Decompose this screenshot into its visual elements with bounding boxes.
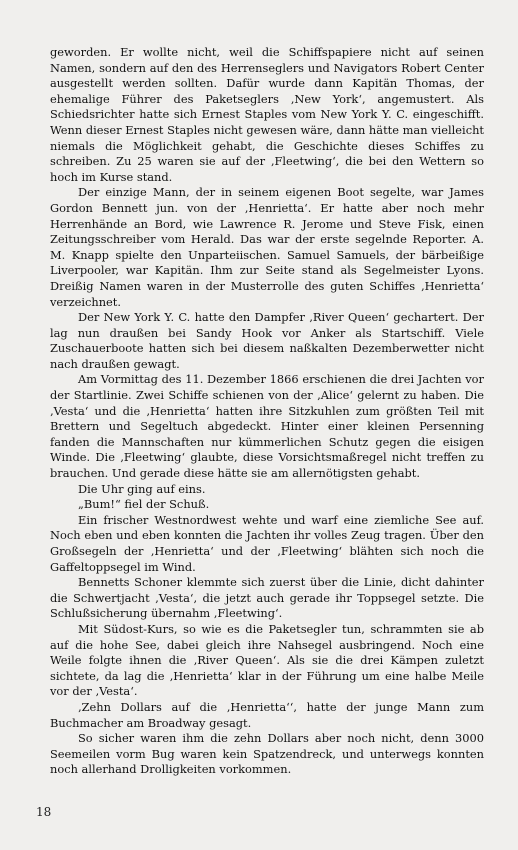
paragraph-2: Der einzige Mann, der in seinem eigenen Boot segelte, war James Gordon Bennett jun. von der ‚Henrietta‘. Er hatte aber noch mehr Herrenhände an Bord, wie Lawrence R. Jerome und Steve Fisk, einen Zeitungsschreiber vom Herald. Das war der erste segelnde Reporter. A. M. Knapp spielte den Unparteiischen. Samuel Samuels, der bärbeißige Liverpooler, war Kapitän. Ihm zur Seite stand als Segelmeister Lyons. Dreißig Namen waren in der Musterrolle des guten Schiffes ‚Henrietta‘ verzeichnet.: [50, 185, 484, 309]
paragraph-1: geworden. Er wollte nicht, weil die Schiffspapiere nicht auf seinen Namen, sondern auf den des Herrenseglers und Navigators Robert Center ausgestellt werden sollten. Dafür wurde dann Kapitän Thomas, der ehemalige Führer des Paketseglers ‚New York‘, angemustert. Als Schiedsrichter hatte sich Ernest Staples vom New York Y. C. eingeschifft. Wenn dieser Ernest Staples nicht gewesen wäre, dann hätte man vielleicht niemals die Möglichkeit gehabt, die Geschichte dieses Schiffes zu schreiben. Zu 25 waren sie auf der ‚Fleetwing‘, die bei den Wettern so hoch im Kurse stand.: [50, 45, 484, 184]
paragraph-3: Der New York Y. C. hatte den Dampfer ‚River Queen‘ gechartert. Der lag nun draußen bei Sandy Hook vor Anker als Startschiff. Viele Zuschauerboote hatten sich bei diesem naßkalten Dezemberwetter nicht nach draußen gewagt.: [50, 310, 484, 371]
paragraph-10: ‚Zehn Dollars auf die ‚Henrietta‘‘, hatte der junge Mann zum Buchmacher am Broadway gesagt.: [50, 699, 484, 730]
page-number: 18: [36, 805, 52, 819]
paragraph-7: Ein frischer Westnordwest wehte und warf eine ziemliche See auf. Noch eben und eben konnten die Jachten ihr volles Zeug tragen. Über den Großsegeln der ‚Henrietta‘ und der ‚Fleetwing‘ blähten sich noch die Gaffeltoppsegel im Wind.: [50, 512, 484, 574]
paragraph-8: Bennetts Schoner klemmte sich zuerst über die Linie, dicht dahinter die Schwertjacht ‚Vesta‘, die jetzt auch gerade ihr Toppsegel setzte. Die Schlußsicherung übernahm ‚Fleetwing‘.: [50, 575, 484, 621]
paragraph-11: So sicher waren ihm die zehn Dollars aber noch nicht, denn 3000 Seemeilen vorm Bug waren kein Spatzendreck, und unterwegs konnten noch allerhand Drolligkeiten vorkommen.: [50, 731, 484, 777]
paragraph-6: „Bum!“ fiel der Schuß.: [78, 497, 210, 512]
paragraph-9: Mit Südost-Kurs, so wie es die Paketsegler tun, schrammten sie ab auf die hohe See, dabei gleich ihre Nahsegel ausbringend. Noch eine Weile folgte ihnen die ‚River Queen‘. Als sie die drei Kämpen zuletzt sichtete, da lag die ‚Henrietta‘ klar in der Führung um eine halbe Meile vor der ‚Vesta‘.: [50, 621, 484, 699]
body-text: [50, 45, 484, 778]
paragraph-4: Am Vormittag des 11. Dezember 1866 erschienen die drei Jachten vor der Startlinie. Zwei Schiffe schienen von der ‚Alice‘ gelernt zu haben. Die ‚Vesta‘ und die ‚Henrietta‘ hatten ihre Sitzkuhlen zum größten Teil mit Brettern und Segeltuch abgedeckt. Hinter einer kleinen Persenning fanden die Mannschaften nur kümmerlichen Schutz gegen die eisigen Winde. Die ‚Fleetwing‘ glaubte, diese Vorsichtsmaßregel nicht treffen zu brauchen. Und gerade diese hätte sie am allernötigsten gehabt.: [50, 372, 484, 481]
paragraph-5: Die Uhr ging auf eins.: [78, 481, 206, 496]
